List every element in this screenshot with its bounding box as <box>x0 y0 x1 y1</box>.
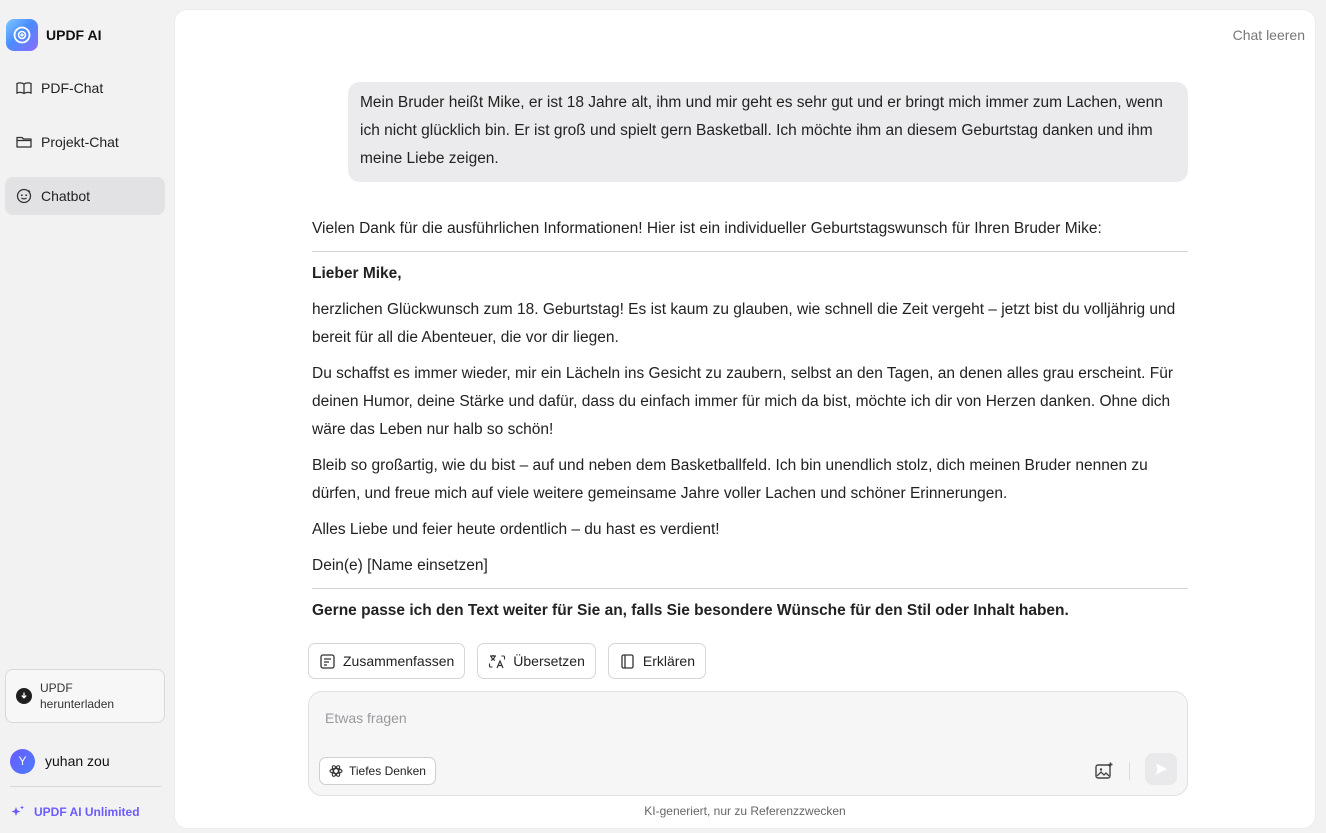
atom-icon <box>329 764 343 778</box>
app-name: UPDF AI <box>46 27 102 43</box>
image-add-icon <box>1094 761 1114 781</box>
summarize-button[interactable]: Zusammenfassen <box>308 643 465 679</box>
sidebar-item-projekt-chat[interactable] <box>5 123 165 161</box>
brand[interactable] <box>6 18 101 52</box>
answer-paragraph: Du schaffst es immer wieder, mir ein Lächeln ins Gesicht zu zaubern, selbst an den Tagen, an denen alles grau erscheint. Für deinen Humor, deine Stärke und dafür, dass du einfach immer für mich da bist, möchte ich dir von Herzen danken. Ohne dich wäre das Leben nur halb so schön! <box>312 365 1173 438</box>
chatbot-icon <box>15 187 33 205</box>
quick-actions <box>308 643 706 679</box>
answer-paragraph: Bleib so großartig, wie du bist – auf und neben dem Basketballfeld. Ich bin unendlich stolz, dich meinen Bruder nennen zu dürfen, und freue mich auf viele weitere gemeinsame Jahre voller Lachen und schöner Erinnerungen. <box>312 457 1148 502</box>
sidebar-item-pdf-chat[interactable] <box>5 69 165 107</box>
chat-panel <box>175 10 1315 828</box>
sidebar-item-chatbot[interactable] <box>5 177 165 215</box>
explain-button[interactable]: Erklären <box>608 643 706 679</box>
download-updf-button[interactable] <box>5 669 165 723</box>
send-button[interactable] <box>1145 753 1177 785</box>
assistant-message <box>312 215 1188 633</box>
send-icon <box>1154 762 1168 776</box>
sidebar-divider <box>10 786 161 787</box>
sidebar <box>0 0 172 833</box>
add-image-button[interactable] <box>1091 758 1117 784</box>
book-icon <box>619 653 636 670</box>
sidebar-item-label: PDF-Chat <box>41 80 104 96</box>
message-input[interactable] <box>325 706 1145 730</box>
book-open-icon <box>15 79 33 97</box>
translate-icon <box>488 653 506 670</box>
answer-intro: Vielen Dank für die ausführlichen Informationen! Hier ist ein individueller Geburtstagswunsch für Ihren Bruder Mike: <box>312 220 1102 237</box>
answer-signature: Dein(e) [Name einsetzen] <box>312 557 488 574</box>
answer-paragraph: Alles Liebe und feier heute ordentlich – du hast es verdient! <box>312 521 720 538</box>
download-label: UPDF herunterladen <box>40 681 115 711</box>
sidebar-item-label: Projekt-Chat <box>41 134 119 150</box>
folder-icon <box>15 133 33 151</box>
deep-think-toggle[interactable]: Tiefes Denken <box>319 757 436 785</box>
clear-chat-button[interactable]: Chat leeren <box>1232 27 1305 43</box>
user-name: yuhan zou <box>45 753 110 769</box>
summarize-icon <box>319 653 336 670</box>
download-icon <box>16 688 32 704</box>
translate-button[interactable]: Übersetzen <box>477 643 596 679</box>
answer-outro: Gerne passe ich den Text weiter für Sie an, falls Sie besondere Wünsche für den Stil oder Inhalt haben. <box>312 602 1069 619</box>
composer <box>308 691 1188 796</box>
avatar: Y <box>10 749 35 774</box>
user-profile[interactable] <box>10 748 110 774</box>
user-message: Mein Bruder heißt Mike, er ist 18 Jahre alt, ihm und mir geht es sehr gut und er bringt mich immer zum Lachen, wenn ich nicht glücklich bin. Er ist groß und spielt gern Basketball. Ich möchte ihm an diesem Geburtstag danken und ihm meine Liebe zeigen. <box>348 82 1188 182</box>
ai-disclaimer: KI-generiert, nur zu Referenzzwecken <box>644 804 846 818</box>
answer-paragraph: herzlichen Glückwunsch zum 18. Geburtstag! Es ist kaum zu glauben, wie schnell die Zeit vergeht – jetzt bist du volljährig und bereit für all die Abenteuer, die vor dir liegen. <box>312 301 1176 346</box>
answer-divider <box>312 251 1188 252</box>
answer-greeting: Lieber Mike, <box>312 265 402 282</box>
sidebar-item-label: Chatbot <box>41 188 91 204</box>
upgrade-unlimited-link[interactable]: UPDF AI Unlimited <box>10 803 140 821</box>
composer-separator <box>1129 762 1130 780</box>
answer-divider <box>312 588 1188 589</box>
sparkle-icon <box>10 804 26 820</box>
updf-ai-logo-icon <box>6 19 38 51</box>
